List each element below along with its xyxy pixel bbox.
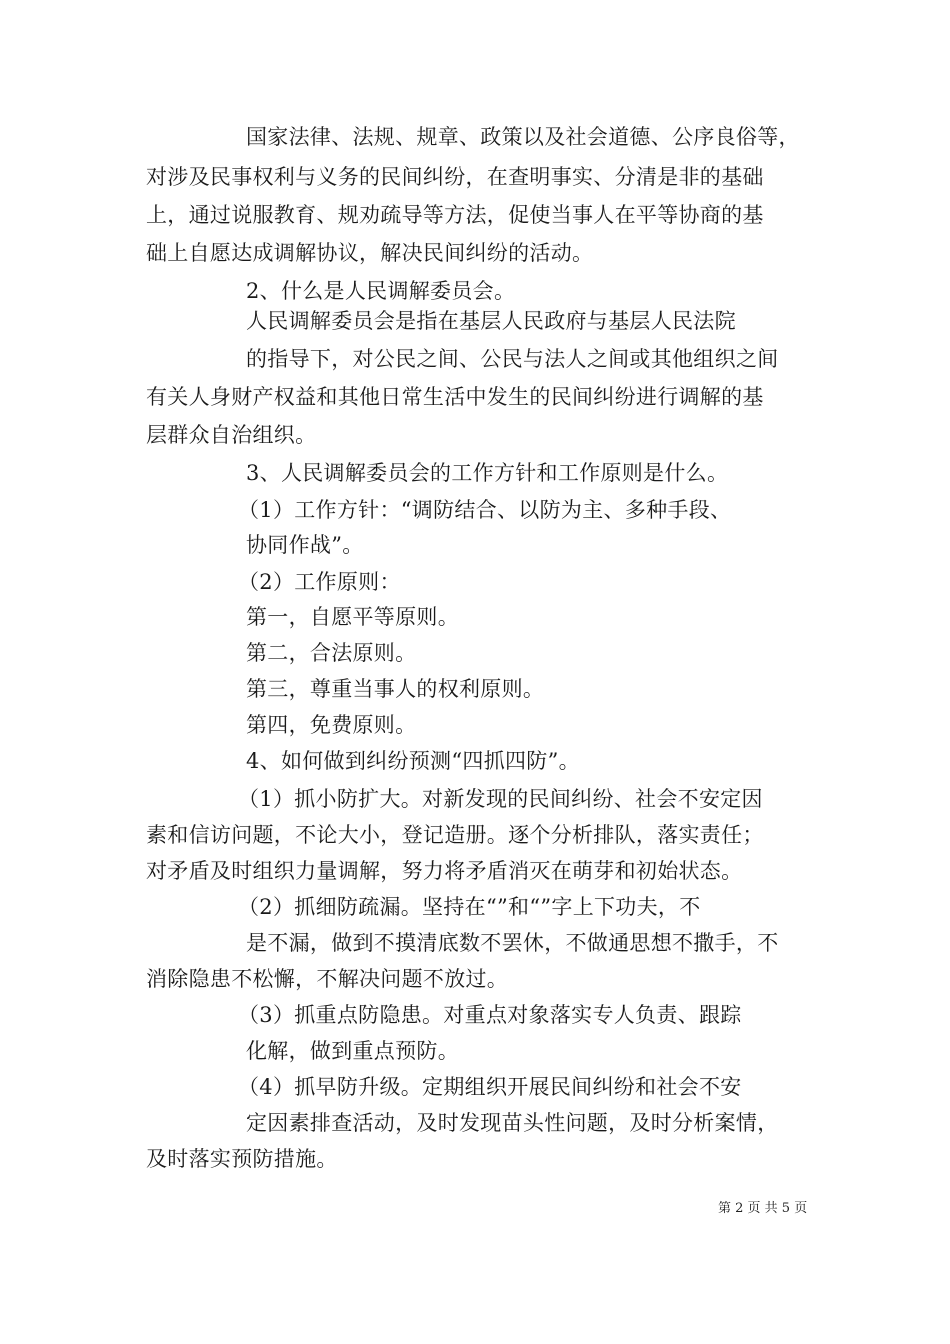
text-line-1: 国家法律、法规、规章、政策以及社会道德、公序良俗等， xyxy=(246,125,800,149)
text-line-3: 上，通过说服教育、规劝疏导等方法，促使当事人在平等协商的基 xyxy=(146,203,764,227)
text-line-11: （1）工作方针：“调防结合、以防为主、多种手段、 xyxy=(238,498,732,522)
text-line-14: 第一，自愿平等原则。 xyxy=(246,605,459,629)
text-line-9: 层群众自治组织。 xyxy=(146,423,317,447)
text-line-15: 第二，合法原则。 xyxy=(246,641,417,665)
text-line-12: 协同作战”。 xyxy=(246,533,364,557)
text-line-2: 对涉及民事权利与义务的民间纠纷，在查明事实、分清是非的基础 xyxy=(146,165,764,189)
text-line-17: 第四，免费原则。 xyxy=(246,713,417,737)
text-line-28: 定因素排查活动，及时发现苗头性问题，及时分析案情， xyxy=(246,1111,779,1135)
text-line-23: 是不漏，做到不摸清底数不罢休，不做通思想不撒手，不 xyxy=(246,931,779,955)
text-line-21: 对矛盾及时组织力量调解，努力将矛盾消灭在萌芽和初始状态。 xyxy=(146,859,743,883)
text-line-13: （2）工作原则： xyxy=(238,570,401,594)
text-line-26: 化解，做到重点预防。 xyxy=(246,1039,459,1063)
text-line-27: （4）抓早防升级。定期组织开展民间纠纷和社会不安 xyxy=(238,1075,742,1099)
text-line-8: 有关人身财产权益和其他日常生活中发生的民间纠纷进行调解的基 xyxy=(146,385,764,409)
text-line-4: 础上自愿达成调解协议，解决民间纠纷的活动。 xyxy=(146,241,594,265)
text-line-22: （2）抓细防疏漏。坚持在“”和“”字上下功夫，不 xyxy=(238,895,701,919)
text-line-16: 第三，尊重当事人的权利原则。 xyxy=(246,677,545,701)
text-line-10: 3、人民调解委员会的工作方针和工作原则是什么。 xyxy=(246,461,729,485)
text-line-29: 及时落实预防措施。 xyxy=(146,1147,338,1171)
text-line-24: 消除隐患不松懈，不解决问题不放过。 xyxy=(146,967,509,991)
text-line-25: （3）抓重点防隐患。对重点对象落实专人负责、跟踪 xyxy=(238,1003,742,1027)
text-line-19: （1）抓小防扩大。对新发现的民间纠纷、社会不安定因 xyxy=(238,787,763,811)
text-line-18: 4、如何做到纠纷预测“四抓四防”。 xyxy=(246,749,580,773)
text-line-5: 2、什么是人民调解委员会。 xyxy=(246,279,516,303)
page-number-footer: 第 2 页 共 5 页 xyxy=(718,1201,808,1216)
text-line-6: 人民调解委员会是指在基层人民政府与基层人民法院 xyxy=(246,309,736,333)
text-line-7: 的指导下，对公民之间、公民与法人之间或其他组织之间 xyxy=(246,347,779,371)
text-line-20: 素和信访问题，不论大小，登记造册。逐个分析排队，落实责任； xyxy=(146,823,764,847)
